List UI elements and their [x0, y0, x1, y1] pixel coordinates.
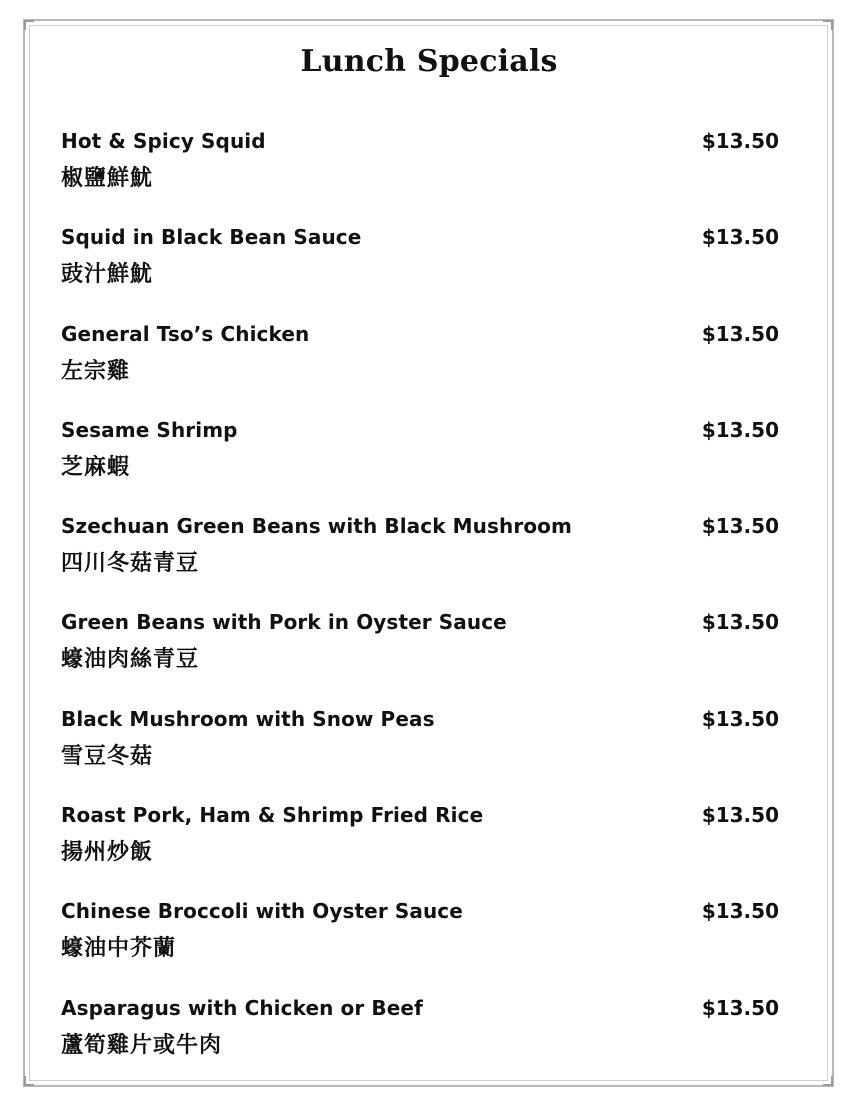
item-chinese-name: 揚州炒飯 — [61, 840, 154, 866]
item-name: Black Mushroom with Snow Peas — [61, 706, 435, 731]
item-name: Hot & Spicy Squid — [61, 129, 266, 153]
corner-ornament-bottom-right — [823, 1076, 833, 1086]
item-chinese-name: 左宗雞 — [61, 358, 131, 384]
item-chinese-name: 椒鹽鮮魷 — [61, 166, 154, 191]
item-price: $13.50 — [701, 706, 779, 731]
page-title: Lunch Specials — [300, 44, 558, 79]
item-price: $13.50 — [701, 225, 779, 250]
item-chinese-name: 芝麻蝦 — [61, 454, 131, 480]
item-chinese-name: 蠔油肉絲青豆 — [61, 647, 200, 673]
menu-item — [61, 220, 781, 316]
item-chinese-name: 雪豆冬菇 — [61, 743, 154, 769]
menu-list — [61, 124, 781, 1087]
item-price: $13.50 — [701, 899, 779, 924]
item-price: $13.50 — [701, 610, 779, 635]
item-price: $13.50 — [701, 514, 779, 539]
menu-item — [61, 798, 781, 894]
corner-ornament-top-left — [24, 20, 34, 30]
menu-item — [61, 317, 781, 413]
item-name: Szechuan Green Beans with Black Mushroom — [61, 514, 572, 539]
item-name: Asparagus with Chicken or Beef — [61, 995, 423, 1020]
item-name: General Tso’s Chicken — [61, 321, 310, 346]
menu-item — [61, 509, 781, 605]
item-name: Chinese Broccoli with Oyster Sauce — [61, 899, 463, 924]
item-name: Squid in Black Bean Sauce — [61, 225, 362, 250]
item-price: $13.50 — [701, 995, 779, 1020]
item-chinese-name: 蘆筍雞片或牛肉 — [61, 1032, 223, 1058]
corner-ornament-top-right — [823, 20, 833, 30]
menu-item — [61, 991, 781, 1087]
item-price: $13.50 — [701, 321, 779, 346]
item-chinese-name: 四川冬菇青豆 — [61, 551, 200, 577]
menu-item — [61, 605, 781, 701]
item-chinese-name: 豉汁鮮魷 — [61, 262, 154, 288]
item-chinese-name: 蠔油中芥蘭 — [61, 936, 177, 962]
item-name: Roast Pork, Ham & Shrimp Fried Rice — [61, 803, 484, 828]
menu-item — [61, 124, 781, 220]
corner-ornament-bottom-left — [24, 1076, 34, 1086]
item-price: $13.50 — [701, 803, 779, 828]
menu-item — [61, 413, 781, 509]
menu-item — [61, 894, 781, 990]
item-price: $13.50 — [701, 129, 779, 153]
item-name: Green Beans with Pork in Oyster Sauce — [61, 610, 507, 635]
item-name: Sesame Shrimp — [61, 417, 238, 442]
item-price: $13.50 — [701, 417, 779, 442]
menu-item — [61, 702, 781, 798]
